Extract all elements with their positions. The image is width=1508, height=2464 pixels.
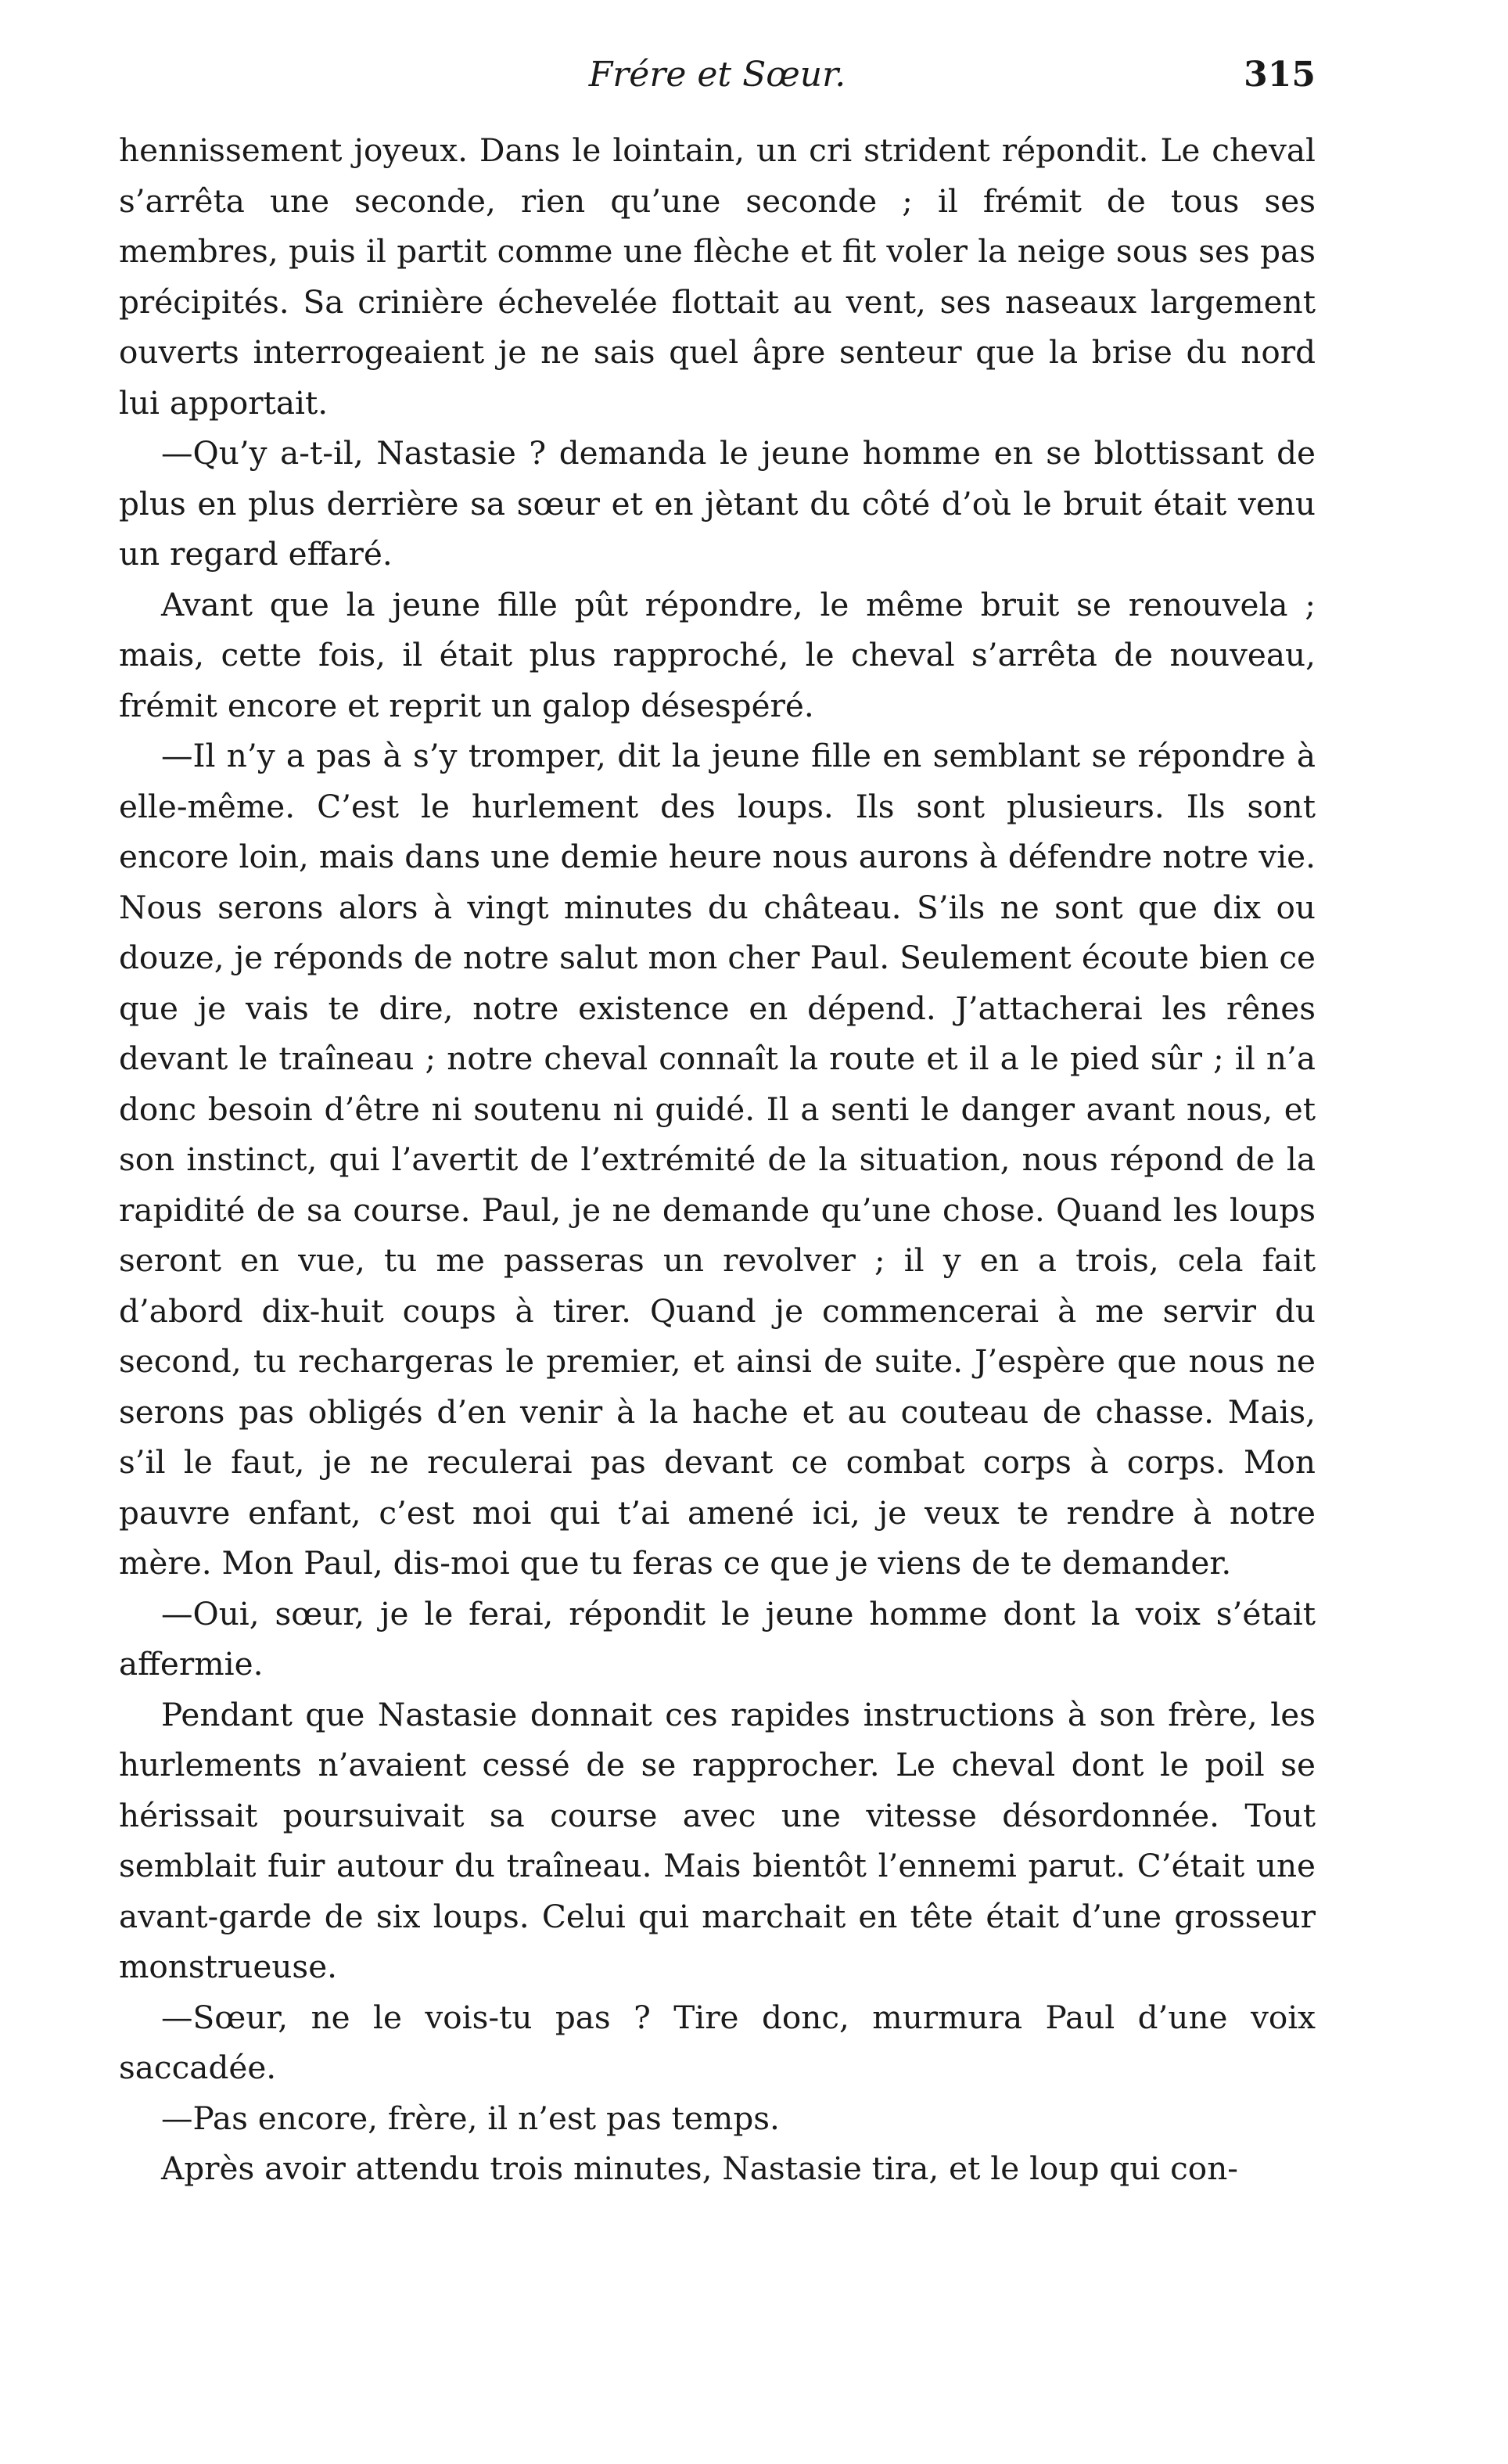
body-text [119, 125, 1316, 2194]
paragraph: Avant que la jeune fille pût répondre, le même bruit se renouvela ; mais, cette fois, il était plus rapproché, le cheval s’arrêta de nouveau, frémit encore et reprit un galop désespéré. [119, 585, 1316, 724]
paragraph: —Qu’y a-t-il, Nastasie ? demanda le jeune homme en se blottissant de plus en plus derrière sa sœur et en jètant du côté d’où le bruit était venu un regard effaré. [119, 434, 1316, 573]
paragraph: Après avoir attendu trois minutes, Nastasie tira, et le loup qui con- [161, 2150, 1238, 2187]
paragraph: —Pas encore, frère, il n’est pas temps. [161, 2099, 780, 2137]
running-title: Frére et Sœur. [588, 55, 846, 95]
page-header [119, 47, 1316, 102]
paragraph: —Sœur, ne le vois-tu pas ? Tire donc, murmura Paul d’une voix saccadée. [119, 1998, 1316, 2086]
paragraph: —Il n’y a pas à s’y tromper, dit la jeune fille en semblant se répondre à elle-même. C’est le hurlement des loups. Ils sont plusieurs. Ils sont encore loin, mais dans une demie heure nous aurons à défendre notre vie. Nous serons alors à vingt minutes du château. S’ils ne sont que dix ou douze, je réponds de notre salut mon cher Paul. Seulement écoute bien ce que je vais te dire, notre existence en dépend. J’attacherai les rênes devant le traîneau ; notre cheval connaît la route et il a le pied sûr ; il n’a donc besoin d’être ni soutenu ni guidé. Il a senti le danger avant nous, et son instinct, qui l’avertit de l’extrémité de la situation, nous répond de la rapidité de sa course. Paul, je ne demande qu’une chose. Quand les loups seront en vue, tu me passeras un revolver ; il y en a trois, cela fait d’abord dix-huit coups à tirer. Quand je commencerai à me servir du second, tu rechargeras le premier, et ainsi de suite. J’espère que nous ne serons pas obligés d’en venir à la hache et au couteau de chasse. Mais, s’il le faut, je ne reculerai pas devant ce combat corps à corps. Mon pauvre enfant, c’est moi qui t’ai amené ici, je veux te rendre à notre mère. Mon Paul, dis-moi que tu feras ce que je viens de te demander. [119, 737, 1316, 1582]
book-page [119, 47, 1316, 2194]
page-number: 315 [1244, 55, 1316, 95]
paragraph: —Oui, sœur, je le ferai, répondit le jeune homme dont la voix s’était affermie. [119, 1594, 1316, 1683]
paragraph: Pendant que Nastasie donnait ces rapides instructions à son frère, les hurlements n’avaient cessé de se rapprocher. Le cheval dont le poil se hérissait poursuivait sa course avec une vitesse désordonnée. Tout semblait fuir autour du traîneau. Mais bientôt l’ennemi parut. C’était une avant-garde de six loups. Celui qui marchait en tête était d’une grosseur monstrueuse. [119, 1695, 1316, 1985]
paragraph: hennissement joyeux. Dans le lointain, un cri strident répondit. Le cheval s’arrêta une seconde, rien qu’une seconde ; il frémit de tous ses membres, puis il partit comme une flèche et fit voler la neige sous ses pas précipités. Sa crinière échevelée flottait au vent, ses naseaux largement ouverts interrogeaient je ne sais quel âpre senteur que la brise du nord lui apportait. [119, 131, 1316, 422]
